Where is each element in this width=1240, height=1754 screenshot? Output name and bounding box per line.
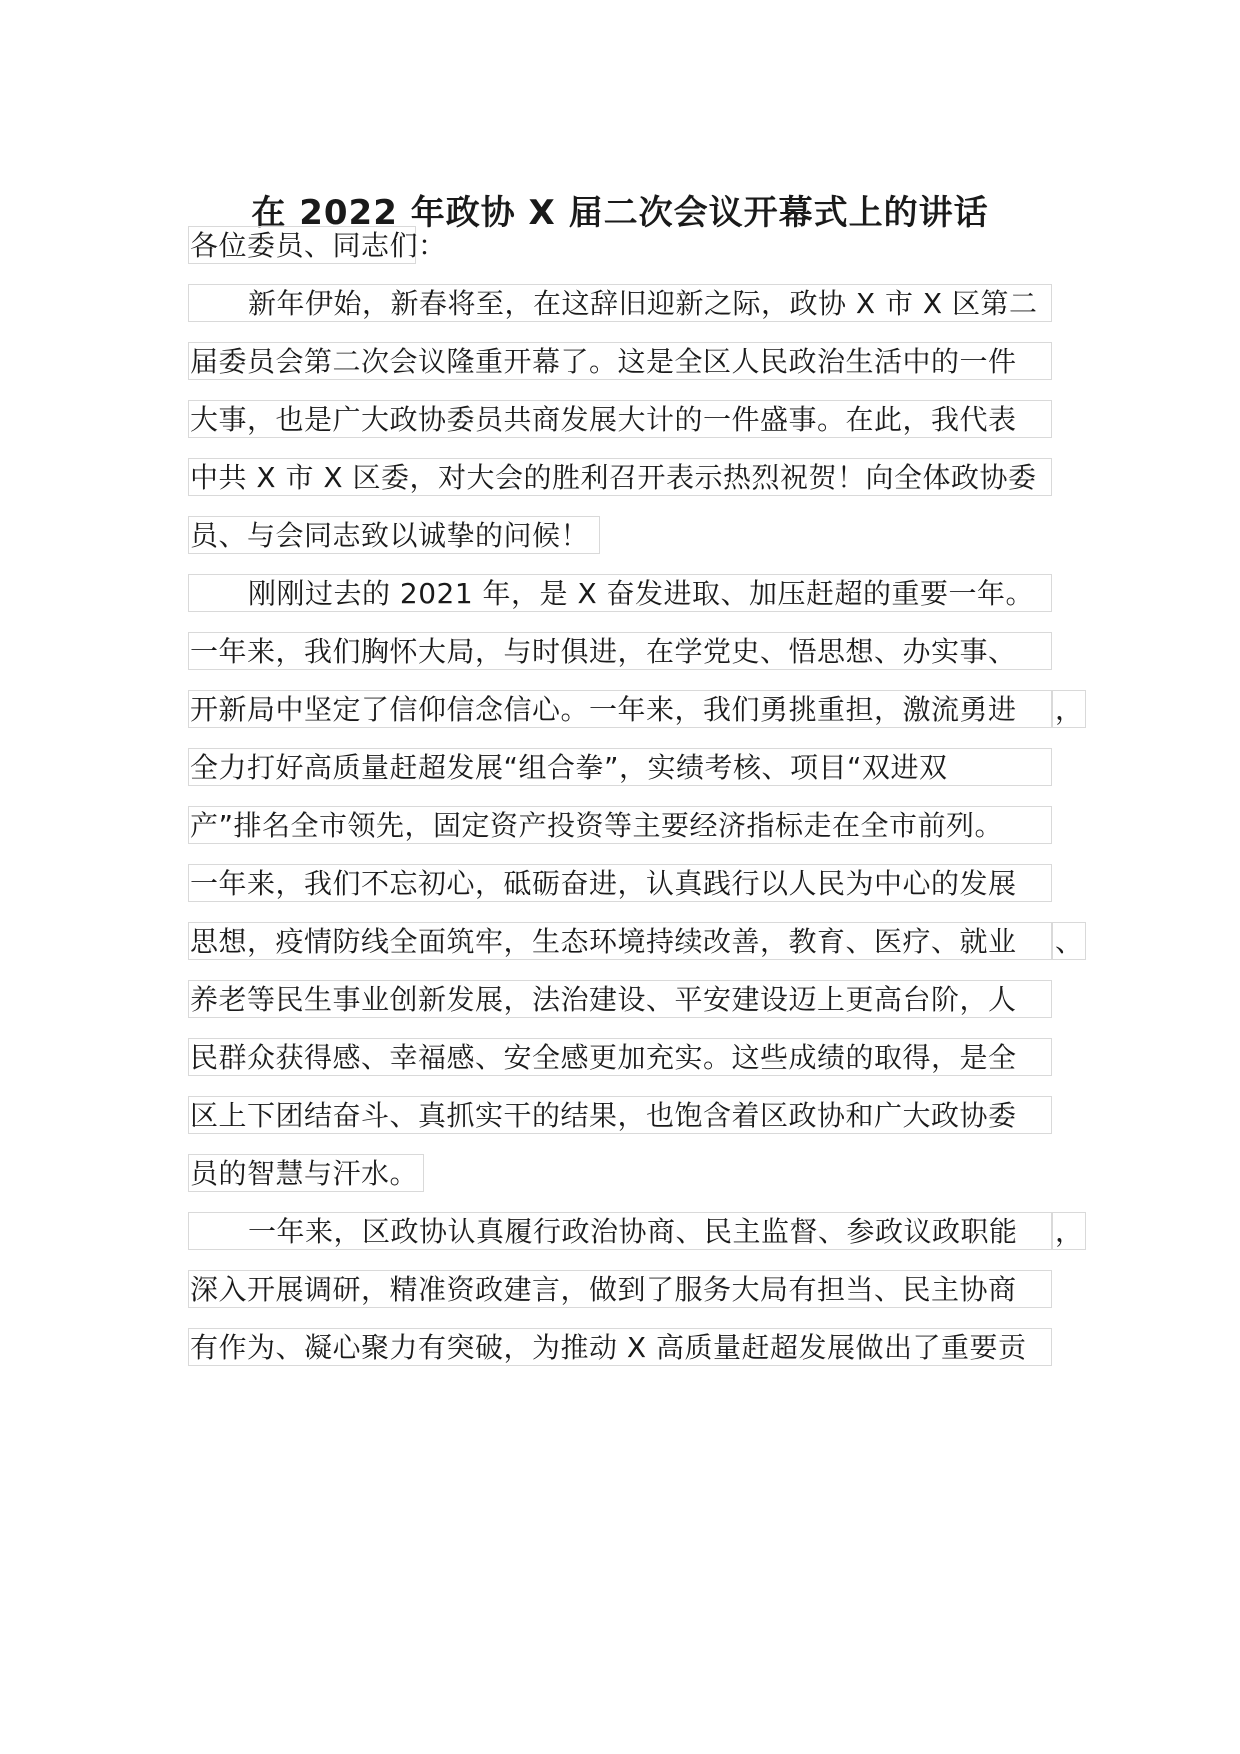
paragraph-line: 深入开展调研，精准资政建言，做到了服务大局有担当、民主协商: [188, 1270, 1052, 1308]
paragraph-line: 一年来，我们胸怀大局，与时俱进，在学党史、悟思想、办实事、: [188, 632, 1052, 670]
paragraph-line: 员的智慧与汗水。: [188, 1154, 424, 1192]
paragraph-line: 开新局中坚定了信仰信念信心。一年来，我们勇挑重担，激流勇进: [188, 690, 1052, 728]
paragraph-line: 员、与会同志致以诚挚的问候！: [188, 516, 600, 554]
paragraph-line: 区上下团结奋斗、真抓实干的结果，也饱含着区政协和广大政协委: [188, 1096, 1052, 1134]
paragraph-line: 一年来，区政协认真履行政治协商、民主监督、参政议政职能: [188, 1212, 1052, 1250]
paragraph-line: 养老等民生事业创新发展，法治建设、平安建设迈上更高台阶，人: [188, 980, 1052, 1018]
salutation: 各位委员、同志们：: [188, 226, 416, 264]
paragraph-line: 有作为、凝心聚力有突破，为推动 X 高质量赶超发展做出了重要贡: [188, 1328, 1052, 1366]
line-overflow-punctuation: ，: [1052, 690, 1086, 728]
line-overflow-punctuation: ，: [1052, 1212, 1086, 1250]
paragraph-line: 产”排名全市领先，固定资产投资等主要经济指标走在全市前列。: [188, 806, 1052, 844]
paragraph-line: 新年伊始，新春将至，在这辞旧迎新之际，政协 X 市 X 区第二: [188, 284, 1052, 322]
paragraph-line: 一年来，我们不忘初心，砥砺奋进，认真践行以人民为中心的发展: [188, 864, 1052, 902]
line-overflow-punctuation: 、: [1052, 922, 1086, 960]
paragraph-line: 全力打好高质量赶超发展“组合拳”，实绩考核、项目“双进双: [188, 748, 1052, 786]
paragraph-line: 民群众获得感、幸福感、安全感更加充实。这些成绩的取得，是全: [188, 1038, 1052, 1076]
paragraph-line: 届委员会第二次会议隆重开幕了。这是全区人民政治生活中的一件: [188, 342, 1052, 380]
document-title: 在 2022 年政协 X 届二次会议开幕式上的讲话: [251, 193, 989, 233]
paragraph-line: 中共 X 市 X 区委，对大会的胜利召开表示热烈祝贺！向全体政协委: [188, 458, 1052, 496]
paragraph-line: 思想，疫情防线全面筑牢，生态环境持续改善，教育、医疗、就业: [188, 922, 1052, 960]
paragraph-line: 刚刚过去的 2021 年，是 X 奋发进取、加压赶超的重要一年。: [188, 574, 1052, 612]
paragraph-line: 大事，也是广大政协委员共商发展大计的一件盛事。在此，我代表: [188, 400, 1052, 438]
